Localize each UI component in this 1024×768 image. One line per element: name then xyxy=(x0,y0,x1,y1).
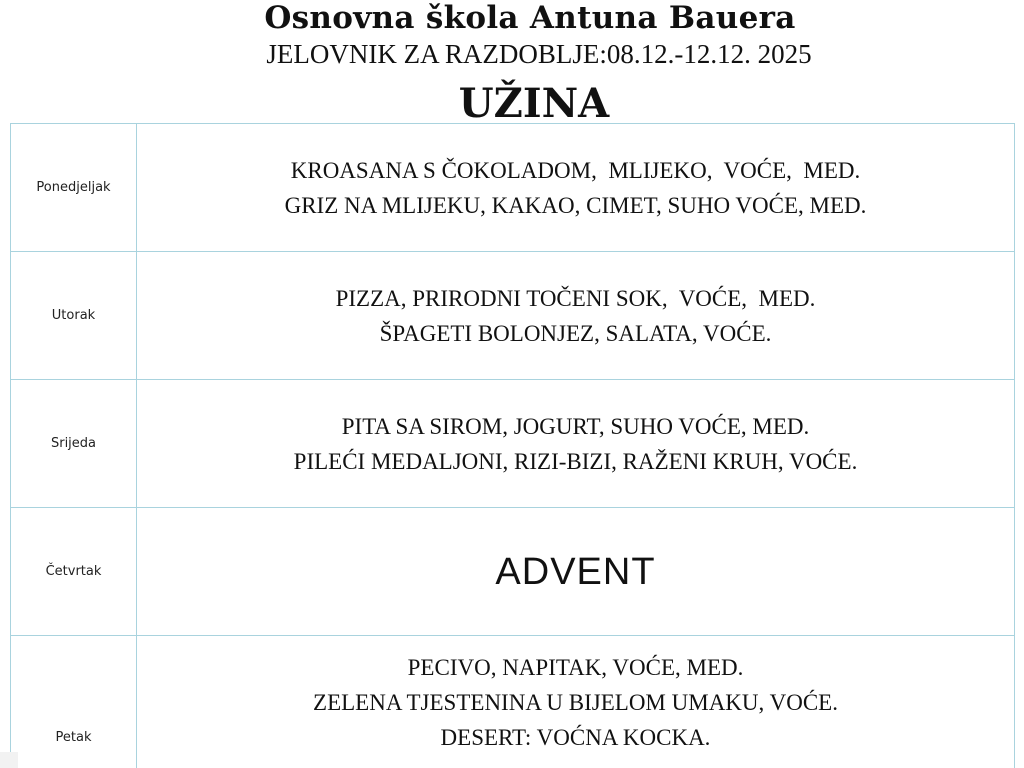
meal-cell xyxy=(137,508,1015,636)
meal-line: PILEĆI MEDALJONI, RIZI-BIZI, RAŽENI KRUH, VOĆE. xyxy=(293,448,858,474)
day-label: Utorak xyxy=(11,252,137,380)
day-label: Petak xyxy=(11,636,137,768)
section-title: UŽINA xyxy=(458,80,610,127)
day-label: Srijeda xyxy=(11,380,137,508)
meal-line: ŠPAGETI BOLONJEZ, SALATA, VOĆE. xyxy=(379,320,772,346)
day-label: Ponedjeljak xyxy=(11,124,137,252)
meal-cell xyxy=(137,124,1015,252)
school-name: Osnovna škola Antuna Bauera xyxy=(264,0,796,36)
meal-line: PECIVO, NAPITAK, VOĆE, MED. xyxy=(407,655,744,680)
menu-table xyxy=(10,123,1015,768)
menu-row-friday xyxy=(11,636,1015,768)
meal-line: KROASANA S ČOKOLADOM, MLIJEKO, VOĆE, MED. xyxy=(290,157,861,183)
menu-row-tuesday xyxy=(11,252,1015,380)
meal-cell xyxy=(137,380,1015,508)
meal-line: ZELENA TJESTENINA U BIJELOM UMAKU, VOĆE. xyxy=(313,690,838,715)
menu-period: JELOVNIK ZA RAZDOBLJE:08.12.-12.12. 2025 xyxy=(266,39,812,69)
day-label: Četvrtak xyxy=(11,508,137,636)
meal-line: PITA SA SIROM, JOGURT, SUHO VOĆE, MED. xyxy=(341,413,810,439)
meal-cell xyxy=(137,636,1015,768)
meal-line: GRIZ NA MLIJEKU, KAKAO, CIMET, SUHO VOĆE, MED. xyxy=(284,192,867,218)
menu-row-thursday xyxy=(11,508,1015,636)
meal-line: DESERT: VOĆNA KOCKA. xyxy=(440,725,711,750)
corner-mark xyxy=(0,752,18,768)
meal-cell xyxy=(137,252,1015,380)
menu-row-wednesday xyxy=(11,380,1015,508)
meal-line: PIZZA, PRIRODNI TOČENI SOK, VOĆE, MED. xyxy=(335,285,816,311)
menu-row-monday xyxy=(11,124,1015,252)
meal-highlight: ADVENT xyxy=(495,550,656,593)
